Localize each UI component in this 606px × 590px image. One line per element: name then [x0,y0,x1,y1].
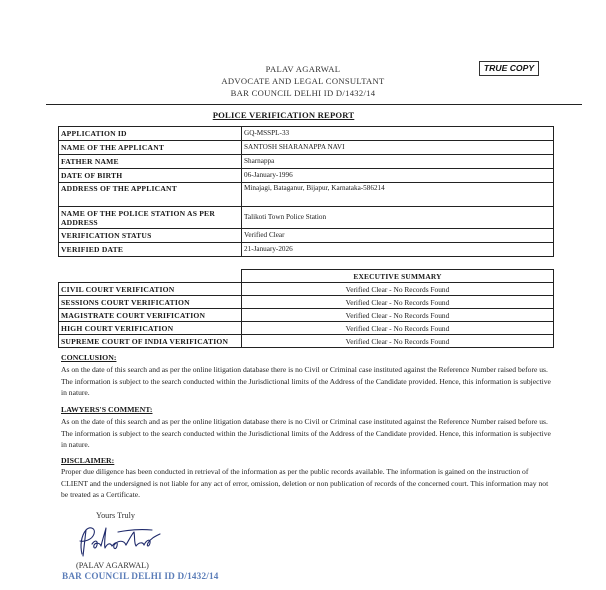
table-row [59,207,554,229]
summary-value: Verified Clear - No Records Found [242,335,554,348]
summary-value: Verified Clear - No Records Found [242,322,554,335]
summary-label: MAGISTRATE COURT VERIFICATION [59,309,242,322]
table-row [59,296,554,309]
table-row [59,243,554,257]
conclusion-text: As on the date of this search and as per the online litigation database there is no Civil or Criminal case instituted against the Reference Number raised before us. The information is subject to the search conducted within the Jurisdictional limits of the Address of the Candidate provided. Hence, this information is subjective in nature. [61,365,551,398]
advocate-title: ADVOCATE AND LEGAL CONSULTANT [221,76,385,86]
summary-value: Verified Clear - No Records Found [242,296,554,309]
summary-label: HIGH COURT VERIFICATION [59,322,242,335]
disclaimer-heading: DISCLAIMER: [61,456,115,465]
table-row [59,270,554,283]
report-title: POLICE VERIFICATION REPORT [212,110,355,120]
summary-label: SUPREME COURT OF INDIA VERIFICATION [59,335,242,348]
details-table [58,126,554,257]
detail-label: VERIFIED DATE [59,243,242,257]
table-row [59,183,554,207]
detail-value: SANTOSH SHARANAPPA NAVI [242,141,554,155]
lawyers-comment-text: As on the date of this search and as per the online litigation database there is no Civil or Criminal case instituted against the Reference Number raised before us. The information is subject to the search conducted within the Jurisdictional limits of the Address of the Candidate provided. Hence, this information is subjective in nature. [61,417,551,450]
detail-value: Talikoti Town Police Station [242,207,554,229]
detail-value: Verified Clear [242,229,554,243]
executive-summary-table [58,269,554,348]
table-row [59,309,554,322]
executive-summary-heading: EXECUTIVE SUMMARY [242,270,554,283]
summary-value: Verified Clear - No Records Found [242,309,554,322]
table-row [59,127,554,141]
detail-label: NAME OF THE POLICE STATION AS PER ADDRESS [59,207,242,229]
detail-value: 21-January-2026 [242,243,554,257]
conclusion-heading: CONCLUSION: [61,353,117,362]
header-bar-council-id: BAR COUNCIL DELHI ID D/1432/14 [230,88,376,98]
detail-label: ADDRESS OF THE APPLICANT [59,183,242,207]
detail-label: VERIFICATION STATUS [59,229,242,243]
table-row [59,335,554,348]
summary-label: SESSIONS COURT VERIFICATION [59,296,242,309]
table-row [59,283,554,296]
detail-value: Sharnappa [242,155,554,169]
true-copy-stamp: TRUE COPY [479,61,539,76]
detail-label: NAME OF THE APPLICANT [59,141,242,155]
detail-label: APPLICATION ID [59,127,242,141]
table-row [59,229,554,243]
signatory-name: (PALAV AGARWAL) [76,561,149,570]
footer-bar-council-id: BAR COUNCIL DELHI ID D/1432/14 [62,571,219,581]
summary-value: Verified Clear - No Records Found [242,283,554,296]
table-row [59,169,554,183]
summary-label: CIVIL COURT VERIFICATION [59,283,242,296]
detail-value: Minajagi, Bataganur, Bijapur, Karnataka-586214 [242,183,554,207]
table-row [59,155,554,169]
detail-label: FATHER NAME [59,155,242,169]
handwritten-signature [72,524,164,560]
detail-label: DATE OF BIRTH [59,169,242,183]
detail-value: 06-January-1996 [242,169,554,183]
header-divider [46,104,582,105]
table-row [59,322,554,335]
summary-blank-cell [59,270,242,283]
closing-text: Yours Truly [96,511,135,520]
disclaimer-text: Proper due diligence has been conducted in retrieval of the information as per the public records available. The information is gained on the instruction of CLIENT and the undersigned is not liable for any act of error, omission, deletion or non publication of records of the concerned court. This information may not be treated as a Certificate. [61,467,549,500]
advocate-name: PALAV AGARWAL [265,64,341,74]
detail-value: GQ-MSSPL-33 [242,127,554,141]
lawyers-comment-heading: LAWYERS'S COMMENT: [61,405,153,414]
table-row [59,141,554,155]
